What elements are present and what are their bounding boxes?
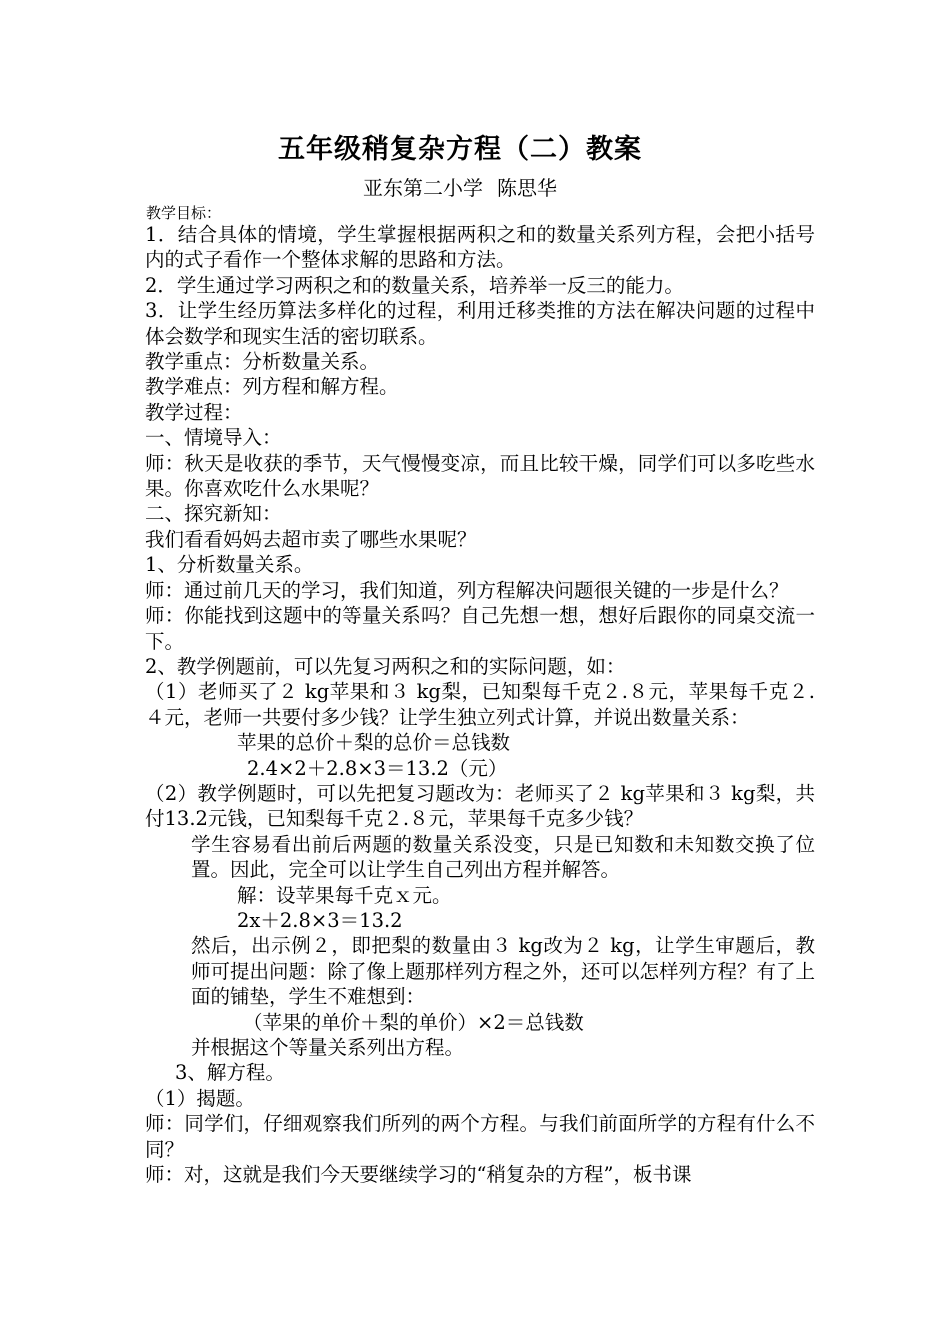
- paragraph: （2）教学例题时，可以先把复习题改为：老师买了２ kg苹果和３ kg梨，共付13.2元钱，已知梨每千克２.８元，苹果每千克多少钱？: [145, 781, 815, 831]
- document-title: 五年级稍复杂方程（二）教案: [278, 134, 642, 165]
- step-heading: 3、解方程。: [175, 1061, 285, 1085]
- process-heading: 教学过程：: [145, 400, 243, 424]
- step-heading: （1）揭题。: [145, 1086, 255, 1110]
- paragraph: （1）老师买了２ kg苹果和３ kg梨，已知梨每千克２.８元，苹果每千克２.４元，老师一共要付多少钱？让学生独立列式计算，并说出数量关系：: [145, 680, 815, 729]
- paragraph: 学生容易看出前后两题的数量关系没变，只是已知数和未知数交换了位置。因此，完全可以让学生自己列出方程并解答。: [191, 832, 815, 882]
- paragraph: 师：秋天是收获的季节，天气慢慢变凉，而且比较干燥，同学们可以多吃些水果。你喜欢吃什么水果呢？: [145, 451, 815, 501]
- objective-2: 2．学生通过学习两积之和的数量关系，培养举一反三的能力。: [145, 273, 684, 297]
- section-heading-2: 二、探究新知：: [145, 502, 282, 526]
- step-heading: 1、分析数量关系。: [145, 553, 314, 577]
- paragraph: 然后，出示例２，即把梨的数量由３ kg改为２ kg，让学生审题后，教师可提出问题：除了像上题那样列方程之外，还可以怎样列方程？有了上面的铺垫，学生不难想到：: [191, 934, 816, 1009]
- equation: （苹果的单价＋梨的单价）×2＝总钱数: [243, 1010, 584, 1034]
- paragraph: 师：同学们，仔细观察我们所列的两个方程。与我们前面所学的方程有什么不同？: [145, 1112, 815, 1161]
- objectives-heading: 教学目标：: [146, 204, 222, 222]
- key-point: 教学重点：分析数量关系。: [145, 350, 380, 374]
- equation: 苹果的总价＋梨的总价＝总钱数: [237, 731, 511, 755]
- paragraph: 师：通过前几天的学习，我们知道，列方程解决问题很关键的一步是什么？: [145, 578, 789, 602]
- difficult-point: 教学难点：列方程和解方程。: [145, 375, 399, 399]
- paragraph: 并根据这个等量关系列出方程。: [191, 1036, 465, 1059]
- paragraph: 师：你能找到这题中的等量关系吗？自己先想一想，想好后跟你的同桌交流一下。: [145, 604, 815, 653]
- author-name: 陈思华: [497, 176, 557, 200]
- paragraph: 师：对，这就是我们今天要继续学习的“稍复杂的方程”，板书课: [145, 1163, 692, 1187]
- paragraph: 我们看看妈妈去超市卖了哪些水果呢？: [145, 527, 477, 551]
- section-heading-1: 一、情境导入：: [145, 426, 282, 450]
- equation: 2.4×2＋2.8×3＝13.2（元）: [247, 756, 508, 780]
- school-name: 亚东第二小学: [363, 176, 483, 200]
- step-heading: 2、教学例题前，可以先复习两积之和的实际问题，如：: [145, 654, 626, 678]
- author-line: [0, 174, 920, 202]
- equation: 2x＋2.8×3＝13.2: [237, 908, 403, 932]
- document-body: [145, 222, 815, 1187]
- equation: 解：设苹果每千克ｘ元。: [237, 883, 452, 907]
- objective-3: 3．让学生经历算法多样化的过程，利用迁移类推的方法在解决问题的过程中体会数学和现实生活的密切联系。: [145, 299, 815, 348]
- objective-1: 1．结合具体的情境，学生掌握根据两积之和的数量关系列方程，会把小括号内的式子看作一个整体求解的思路和方法。: [145, 223, 815, 272]
